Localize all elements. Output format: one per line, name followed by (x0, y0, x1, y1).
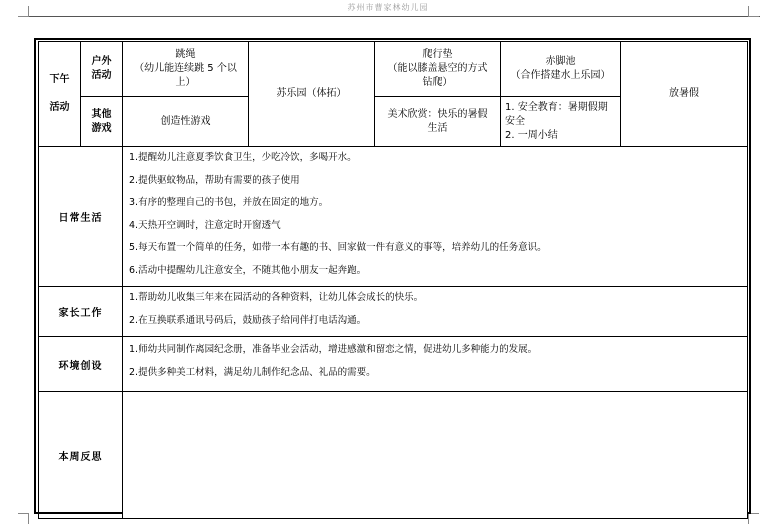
environment-row (39, 337, 748, 392)
weekly-reflection-content[interactable] (123, 392, 748, 519)
other-game-art-appreciation: 美术欣赏：快乐的暑假 生活 (375, 97, 501, 147)
merged-activity-summer-break: 放暑假 (621, 42, 748, 147)
daily-life-item: 4.天热开空调时，注意定时开窗透气 (129, 219, 281, 231)
environment-content (123, 337, 748, 392)
other-game-creative: 创造性游戏 (123, 97, 249, 147)
page-header-school: 苏州市曹家林幼儿园 (347, 3, 429, 12)
header-rule (28, 16, 760, 17)
parent-work-row (39, 287, 748, 337)
daily-life-item: 2.提供驱蚊物品，帮助有需要的孩子使用 (129, 174, 300, 186)
environment-label: 环境创设 (39, 337, 123, 392)
schedule-row-outdoor (39, 42, 748, 97)
crop-mark-top-right (748, 6, 759, 17)
parent-work-item: 2.在互换联系通讯号码后，鼓励孩子给同伴打电话沟通。 (129, 314, 367, 326)
afternoon-activity-label: 下午 活动 (39, 42, 81, 147)
daily-life-label: 日常生活 (39, 147, 123, 287)
daily-life-item: 3.有序的整理自己的书包，并放在固定的地方。 (129, 197, 329, 208)
outdoor-activity-crawl-mat: 爬行垫 （能以膝盖悬空的方式 钻爬） (375, 42, 501, 97)
outdoor-activity-jump-rope: 跳绳 （幼儿能连续跳 5 个以 上） (123, 42, 249, 97)
weekly-plan-table (38, 41, 748, 519)
outdoor-activity-barefoot-pool: 赤脚池 （合作搭建水上乐园） (501, 42, 621, 97)
environment-item: 2.提供多种美工材料，满足幼儿制作纪念品、礼品的需要。 (129, 366, 376, 378)
outdoor-activity-label: 户外 活动 (81, 42, 123, 97)
merged-activity-sule-park: 苏乐园（体拓） (249, 42, 375, 147)
crop-mark-bottom-left (18, 513, 29, 524)
crop-mark-top-left (18, 6, 29, 17)
environment-item: 1.师幼共同制作离园纪念册，准备毕业会活动，增进感激和留恋之情，促进幼儿多种能力的发展。 (129, 344, 538, 355)
daily-life-item: 1.提醒幼儿注意夏季饮食卫生，少吃冷饮，多喝开水。 (129, 152, 357, 163)
daily-life-item: 5.每天布置一个简单的任务，如带一本有趣的书、回家做一件有意义的事等，培养幼儿的任务意识。 (129, 242, 547, 253)
daily-life-item: 6.活动中提醒幼儿注意安全，不随其他小朋友一起奔跑。 (129, 264, 367, 276)
weekly-reflection-label: 本周反思 (39, 392, 123, 519)
parent-work-label: 家长工作 (39, 287, 123, 337)
daily-life-row (39, 147, 748, 287)
parent-work-content (123, 287, 748, 337)
other-game-safety-summary: 1. 安全教育：暑期假期 安全 2. 一周小结 (501, 97, 621, 147)
parent-work-item: 1.帮助幼儿收集三年来在园活动的各种资料，让幼儿体会成长的快乐。 (129, 292, 424, 303)
daily-life-content (123, 147, 748, 287)
reflection-row (39, 392, 748, 519)
crop-mark-bottom-right (748, 513, 759, 524)
other-games-label: 其他 游戏 (81, 97, 123, 147)
